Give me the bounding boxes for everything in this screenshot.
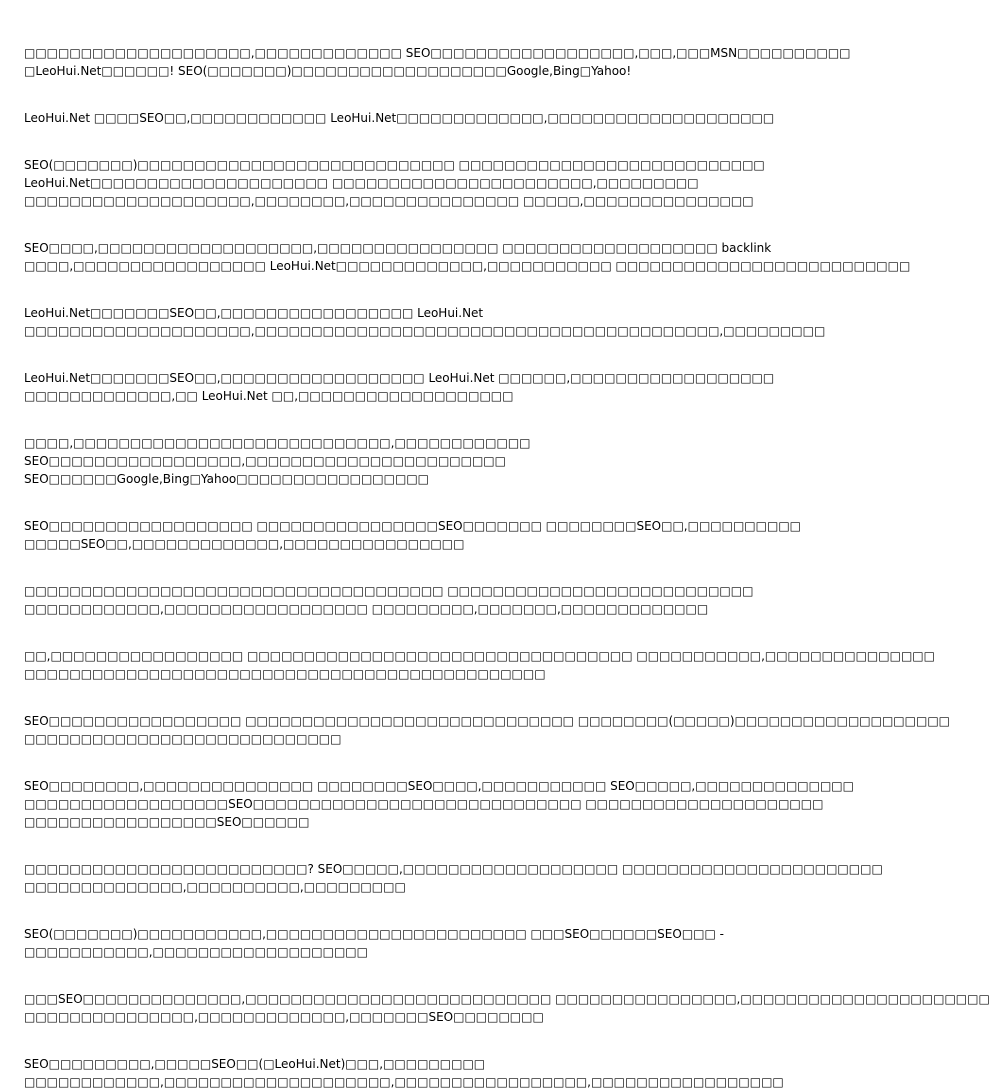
paragraph-line: □□□SEO□□□□□□□□□□□□□□,□□□□□□□□□□□□□□□□□□□□□□□□□□□ □□□□□□□□□□□□□□□□,□□□□□□□□□□□□□□□□□□□□□□ [24, 992, 990, 1006]
paragraph-line: □□□□,□□□□□□□□□□□□□□□□□ LeoHui.Net□□□□□□□□□□□□□,□□□□□□□□□□□ □□□□□□□□□□□□□□□□□□□□□□□□□□ [24, 259, 911, 273]
paragraph-line: □□□□□□□□□□□□□□□□□□□□,□□□□□□□□□□□□□□□□□□□□□□□□□□□□□□□□□□□□□□□□□,□□□□□□□□□ [24, 324, 826, 338]
paragraph [24, 369, 775, 405]
paragraph [24, 582, 754, 618]
paragraph-line: □□□□□□□□□□□□□□,□□□□□□□□□□,□□□□□□□□□ [24, 880, 406, 894]
paragraph [24, 860, 883, 896]
paragraph-line: □□□□□□□□□□□□□□□□□□□□□□□□□□□□□□□□□□□□□□□□□□□□□□ [24, 667, 546, 681]
paragraph-line: SEO(□□□□□□□)□□□□□□□□□□□□□□□□□□□□□□□□□□□□ □□□□□□□□□□□□□□□□□□□□□□□□□□□ [24, 158, 765, 172]
paragraph [24, 712, 950, 748]
paragraph [24, 1055, 784, 1091]
paragraph [24, 517, 801, 553]
paragraph-line: LeoHui.Net □□□□SEO□□,□□□□□□□□□□□□ LeoHui.Net□□□□□□□□□□□□□,□□□□□□□□□□□□□□□□□□□□ [24, 111, 775, 125]
paragraph-line: □□,□□□□□□□□□□□□□□□□□ □□□□□□□□□□□□□□□□□□□□□□□□□□□□□□□□□□ □□□□□□□□□□□,□□□□□□□□□□□□□□□ [24, 649, 935, 663]
paragraph-line: SEO□□□□□□□□,□□□□□□□□□□□□□□□ □□□□□□□□SEO□□□□,□□□□□□□□□□□ SEO□□□□□,□□□□□□□□□□□□□□ [24, 779, 854, 793]
paragraph-line: □□□□□□□□□□□□□□□□□SEO□□□□□□ [24, 815, 310, 829]
paragraph-line: SEO□□□□□□□□□□□□□□□□□ □□□□□□□□□□□□□□□□□□□□□□□□□□□□□ □□□□□□□□(□□□□□)□□□□□□□□□□□□□□□□□□□ [24, 714, 950, 728]
paragraph-line: □□□□□□□□□□□□□□□□□□□□□□□□□□□□□□□□□□□□□ □□□□□□□□□□□□□□□□□□□□□□□□□□□ [24, 584, 754, 598]
paragraph [24, 109, 775, 127]
paragraph-line: SEO□□□□□□Google,Bing□Yahoo□□□□□□□□□□□□□□□□□ [24, 472, 429, 486]
paragraph-line: SEO(□□□□□□□)□□□□□□□□□□□,□□□□□□□□□□□□□□□□□□□□□□□ □□□SEO□□□□□□SEO□□□ - [24, 927, 724, 941]
paragraph [24, 990, 990, 1026]
paragraph-line: □□□□□□□□□□□□□□□□□□□□□□□□□□□□ [24, 732, 342, 746]
paragraph [24, 925, 724, 961]
paragraph [24, 777, 854, 831]
paragraph-line: □□□□□□□□□□□□□,□□ LeoHui.Net □□,□□□□□□□□□□□□□□□□□□□ [24, 389, 514, 403]
paragraph-line: □□□□,□□□□□□□□□□□□□□□□□□□□□□□□□□□□,□□□□□□□□□□□□ [24, 436, 531, 450]
paragraph [24, 44, 851, 80]
paragraph [24, 304, 826, 340]
paragraph-line: □□□□□□□□□□□□,□□□□□□□□□□□□□□□□□□ □□□□□□□□□,□□□□□□□,□□□□□□□□□□□□□ [24, 602, 709, 616]
paragraph-line: □□□□□□□□□□□□,□□□□□□□□□□□□□□□□□□□□,□□□□□□□□□□□□□□□□□,□□□□□□□□□□□□□□□□□ [24, 1075, 784, 1089]
paragraph-line: □□□□□□□□□□□□□□□□□□□□□□□□□? SEO□□□□□,□□□□□□□□□□□□□□□□□□□ □□□□□□□□□□□□□□□□□□□□□□□ [24, 862, 883, 876]
paragraph-line: SEO□□□□□□□□□□□□□□□□□,□□□□□□□□□□□□□□□□□□□□□□□ [24, 454, 506, 468]
paragraph [24, 239, 911, 275]
paragraph-line: □LeoHui.Net□□□□□□! SEO(□□□□□□□)□□□□□□□□□□□□□□□□□□□Google,Bing□Yahoo! [24, 64, 632, 78]
paragraph [24, 647, 935, 683]
paragraph-line: LeoHui.Net□□□□□□□SEO□□,□□□□□□□□□□□□□□□□□ LeoHui.Net [24, 306, 484, 320]
paragraph [24, 156, 765, 210]
paragraph-line: □□□□□□□□□□□□□□□,□□□□□□□□□□□□□,□□□□□□□SEO□□□□□□□□ [24, 1010, 544, 1024]
paragraph-line: SEO□□□□□□□□□□□□□□□□□□ □□□□□□□□□□□□□□□□SEO□□□□□□□ □□□□□□□□SEO□□,□□□□□□□□□□ [24, 519, 801, 533]
paragraph-line: □□□□□SEO□□,□□□□□□□□□□□□□,□□□□□□□□□□□□□□□□ [24, 537, 465, 551]
paragraph-line: □□□□□□□□□□□□□□□□□□□□,□□□□□□□□,□□□□□□□□□□□□□□□ □□□□□,□□□□□□□□□□□□□□□ [24, 194, 754, 208]
paragraph-line: □□□□□□□□□□□□□□□□□□SEO□□□□□□□□□□□□□□□□□□□□□□□□□□□□□ □□□□□□□□□□□□□□□□□□□□□ [24, 797, 824, 811]
paragraph-line: □□□□□□□□□□□,□□□□□□□□□□□□□□□□□□□ [24, 945, 368, 959]
paragraph-line: LeoHui.Net□□□□□□□□□□□□□□□□□□□□□ □□□□□□□□□□□□□□□□□□□□□□□,□□□□□□□□□ [24, 176, 699, 190]
paragraph-line: SEO□□□□□□□□□,□□□□□SEO□□(□LeoHui.Net)□□□,□□□□□□□□□ [24, 1057, 486, 1071]
paragraph-line: SEO□□□□,□□□□□□□□□□□□□□□□□□□,□□□□□□□□□□□□□□□□ □□□□□□□□□□□□□□□□□□□ backlink [24, 241, 772, 255]
paragraph-line: LeoHui.Net□□□□□□□SEO□□,□□□□□□□□□□□□□□□□□□ LeoHui.Net □□□□□□,□□□□□□□□□□□□□□□□□□ [24, 371, 775, 385]
paragraph-line: □□□□□□□□□□□□□□□□□□□□,□□□□□□□□□□□□□ SEO□□□□□□□□□□□□□□□□□□,□□□,□□□MSN□□□□□□□□□□ [24, 46, 851, 60]
paragraph [24, 434, 692, 488]
